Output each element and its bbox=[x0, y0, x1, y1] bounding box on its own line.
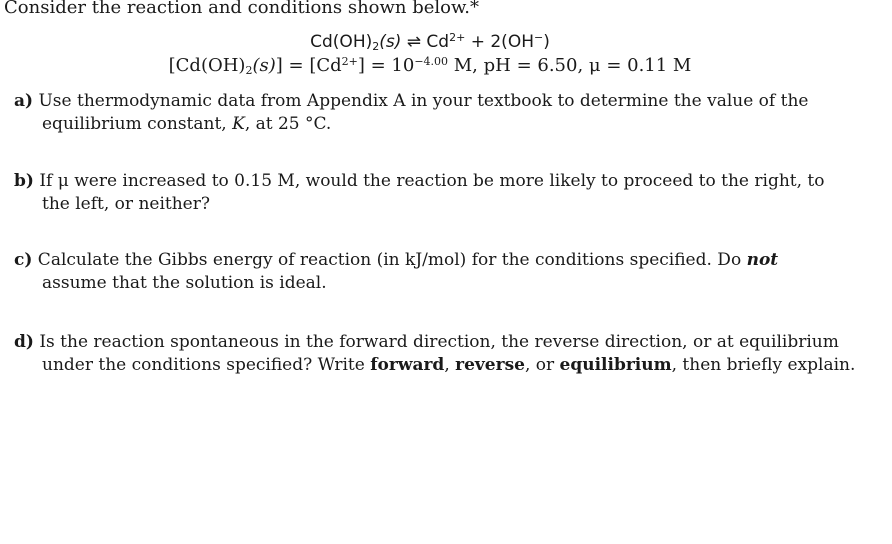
separator-1: , bbox=[444, 355, 456, 375]
cadmium-charge: 2+ bbox=[449, 31, 466, 44]
question-b-text-2: the left, or neither? bbox=[42, 194, 210, 214]
hydroxide-charge: − bbox=[533, 31, 544, 44]
question-c bbox=[14, 249, 874, 295]
answer-word-equilibrium: equilibrium bbox=[559, 355, 672, 375]
cond-cadmium-charge: 2+ bbox=[341, 55, 358, 68]
product-hydroxide: + 2(OH bbox=[465, 32, 534, 52]
question-d-label: d) bbox=[14, 332, 34, 352]
reaction-equation bbox=[0, 30, 860, 54]
reactant-subscript: 2 bbox=[372, 40, 380, 53]
cond-concentration: ] = 10 bbox=[357, 55, 415, 76]
cond-cadmium: ] = [Cd bbox=[275, 55, 342, 76]
question-c-label: c) bbox=[14, 250, 33, 270]
question-d bbox=[14, 331, 874, 377]
intro-text: Consider the reaction and conditions shown below.* bbox=[4, 0, 479, 18]
question-a-text: Use thermodynamic data from Appendix A in your textbook to determine the value of the bbox=[33, 91, 809, 111]
product-close: ) bbox=[543, 32, 550, 52]
question-d-text-3: , then briefly explain. bbox=[671, 355, 856, 375]
question-d-text: Is the reaction spontaneous in the forward direction, the reverse direction, or at equilibrium bbox=[33, 332, 839, 352]
question-c-text-2: assume that the solution is ideal. bbox=[42, 273, 327, 293]
cond-ph-ionic-strength: M, pH = 6.50, μ = 0.11 M bbox=[448, 55, 692, 76]
question-b bbox=[14, 170, 874, 216]
conditions-line bbox=[0, 54, 860, 78]
reactant-phase: (s) bbox=[379, 32, 402, 52]
question-a-text-3: , at 25 °C. bbox=[244, 114, 332, 134]
question-c-not: not bbox=[746, 250, 779, 270]
cond-exponent: −4.00 bbox=[414, 55, 449, 68]
answer-word-forward: forward bbox=[370, 355, 445, 375]
question-b-label: b) bbox=[14, 171, 34, 191]
question-a-label: a) bbox=[14, 91, 34, 111]
reactant: Cd(OH) bbox=[310, 32, 373, 52]
question-a-text-2: equilibrium constant, bbox=[42, 114, 233, 134]
question-b-text: If μ were increased to 0.15 M, would the reaction be more likely to proceed to the right, to bbox=[33, 171, 825, 191]
cond-solid-subscript: 2 bbox=[245, 64, 253, 77]
cond-solid-phase: (s) bbox=[252, 55, 276, 76]
question-d-text-2: under the conditions specified? Write bbox=[42, 355, 371, 375]
question-a bbox=[14, 90, 874, 136]
separator-2: , or bbox=[524, 355, 560, 375]
answer-word-reverse: reverse bbox=[455, 355, 525, 375]
cond-solid: [Cd(OH) bbox=[168, 55, 246, 76]
product-cadmium: Cd bbox=[426, 32, 450, 52]
question-a-k-symbol: K bbox=[232, 114, 245, 134]
equilibrium-arrow: ⇌ bbox=[401, 32, 427, 52]
question-c-text: Calculate the Gibbs energy of reaction (in kJ/mol) for the conditions specified. Do bbox=[32, 250, 747, 270]
